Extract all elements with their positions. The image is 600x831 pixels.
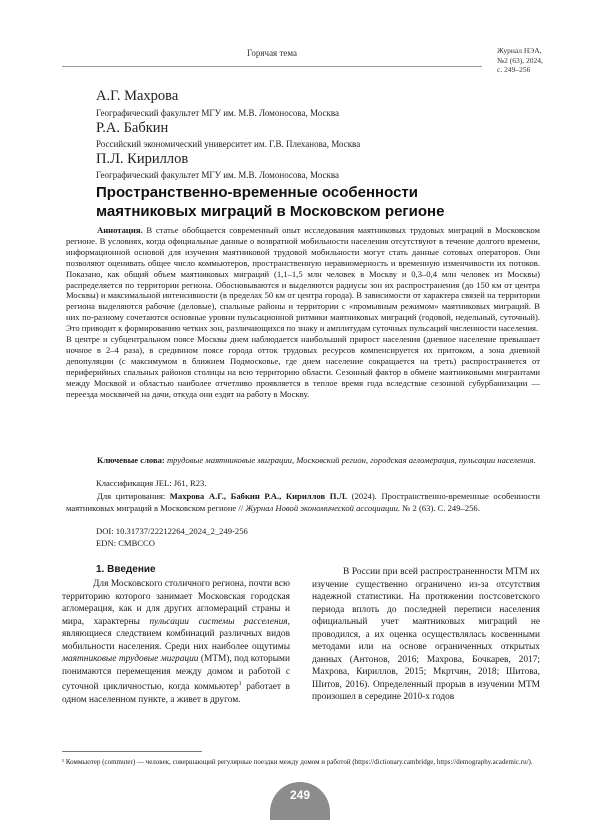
author-name: А.Г. Махрова (96, 88, 179, 104)
citation-pages: № 2 (63). С. 249–256. (400, 502, 480, 513)
jel-classification: Классификация JEL: J61, R23. (96, 478, 207, 488)
keywords-label: Ключевые слова: (97, 455, 165, 465)
abstract (66, 225, 540, 400)
body-text: Для Московского столичного региона, почти всю территорию которого занимает Московская городская агломерация, как и для других агломераций страны и мира, характерны (62, 579, 290, 627)
footnote: ¹ Коммьютер (commuter) — человек, совершающий регулярные поездки между домом и работой (https://dictionary.cambridge, https://demography.academic.ru/). (62, 758, 533, 766)
journal-line: №2 (63), 2024, (497, 55, 543, 65)
citation-label: Для цитирования: (97, 491, 166, 501)
keywords-text: трудовые маятниковые миграции, Московский регион, городская агломерация, пульсации населения. (164, 455, 536, 465)
body-column-left (62, 578, 290, 706)
citation (66, 491, 540, 514)
section-title: Горячая тема (246, 48, 298, 58)
body-text: , являющиеся следствием комбинаций различных видов мобильности населения. Среди них наиболее ощутимы (62, 616, 290, 652)
running-header (62, 46, 482, 67)
body-text-italic: пульсации системы расселения (149, 616, 288, 627)
author-name: Р.А. Бабкин (96, 120, 169, 136)
section-heading: 1. Введение (96, 564, 156, 575)
body-text-italic: маятниковые трудовые миграции (62, 654, 199, 664)
body-text: (МТМ), под которыми понимаются перемещения между домом и работой с суточной цикличностью, когда коммьютер (62, 654, 290, 693)
author-affiliation: Географический факультет МГУ им. М.В. Ломоносова, Москва (96, 108, 340, 118)
journal-line: с. 249–256 (497, 65, 531, 74)
author-name: П.Л. Кириллов (96, 151, 189, 167)
footnote-ref: 1 (238, 681, 242, 687)
citation-journal: Журнал Новой экономической ассоциации. (245, 502, 401, 513)
body-text: работает в одном населенном пункте, а живет в другом. (62, 682, 290, 705)
abstract-label: Аннотация. (97, 225, 143, 235)
journal-info (497, 46, 557, 75)
citation-authors: Махрова А.Г., Бабкин Р.А., Кириллов П.Л. (165, 491, 348, 501)
page-number: 249 (289, 788, 311, 802)
edn: EDN: CMBCCO (96, 538, 155, 548)
author-affiliation: Российский экономический университет им. Г.В. Плеханова, Москва (96, 139, 361, 149)
abstract-paragraph (66, 225, 540, 334)
footnote-divider (62, 751, 202, 752)
keywords (66, 455, 540, 466)
abstract-paragraph: В центре и субцентральном поясе Москвы днем наблюдается наибольший прирост населения (дневное население превышает ночное в 2–4 раза), в срединном поясе города отток трудовых ресурсов компенсируется их притоком, а зона дневной депопуляции (с максимумом в ближнем Подмосковье, где днем население сокращается на треть) распространяется от периферийных спальных районов столицы на всю территорию области. Сезонный фактор в обмене маятниковыми мигрантами между Москвой и областью наиболее отчетливо проявляется в теплое время года вследствие сезонной субурбанизации — переезда москвичей на дачи, откуда они ездят на работу в Москву. (66, 334, 540, 399)
journal-line: Журнал НЭА, (497, 46, 542, 55)
abstract-text: В статье обобщается современный опыт исследования маятниковых трудовых миграций в Московском регионе. В условиях, когда официальные данные о возвратной мобильности населения отсутствуют в течение долгого времени, информационной основой для изучения маятниковой трудовой мобильности могут стать данные сотовых операторов. Они позволяют оценивать общее число коммьютеров, пространственную неравномерность и временную изменчивости их потоков. Показано, как общий объем маятниковых миграций (1,1–1,5 млн человек в Москву и 0,3–0,4 млн человек из Москвы) распределяется по территории региона. Обосновываются и выделяются радиусы зон их распространения (до 150 км от центра Москвы) и максимальной интенсивности (в пределах 50 км от центра города). В зависимости от характера связей на территории региона выделяются рабочие (деловые), спальные районы и территории с «промывным режимом» маятниковых миграций. В них по-разному сочетаются основные уровни пульсационной ритмики маятниковых миграций (годовой, недельный, суточный). Это приводит к формированию четких зон, различающихся по знаку и амплитудам суточных пульсаций численности населения. (66, 225, 540, 334)
author-affiliation: Географический факультет МГУ им. М.В. Ломоносова, Москва (96, 170, 340, 180)
body-column-right: В России при всей распространенности МТМ их изучение существенно ограничено из-за отсутствия надежной статистики. На протяжении постсоветского периода вплоть до последней переписи населения официальный учет маятниковых миграций не проводился, а их оценка осуществлялась косвенными методами или на основе ограниченных открытых данных (Антонов, 2016; Махрова, Бочкарев, 2017; Махрова, Кириллов, 2015; Мкртчян, 2018; Шитова, Шитов, 2016). Определенный прорыв в изучении МТМ произошел в середине 2010-х годов (312, 567, 540, 702)
article-title: Пространственно-временные особенности маятниковых миграций в Московском регионе (96, 184, 445, 220)
citation-text: (2024). Пространственно-временные особенности маятниковых миграций в Московском регионе // (66, 491, 540, 513)
doi: DOI: 10.31737/22212264_2024_2_249-256 (96, 526, 248, 536)
page-number-tab (270, 782, 330, 820)
